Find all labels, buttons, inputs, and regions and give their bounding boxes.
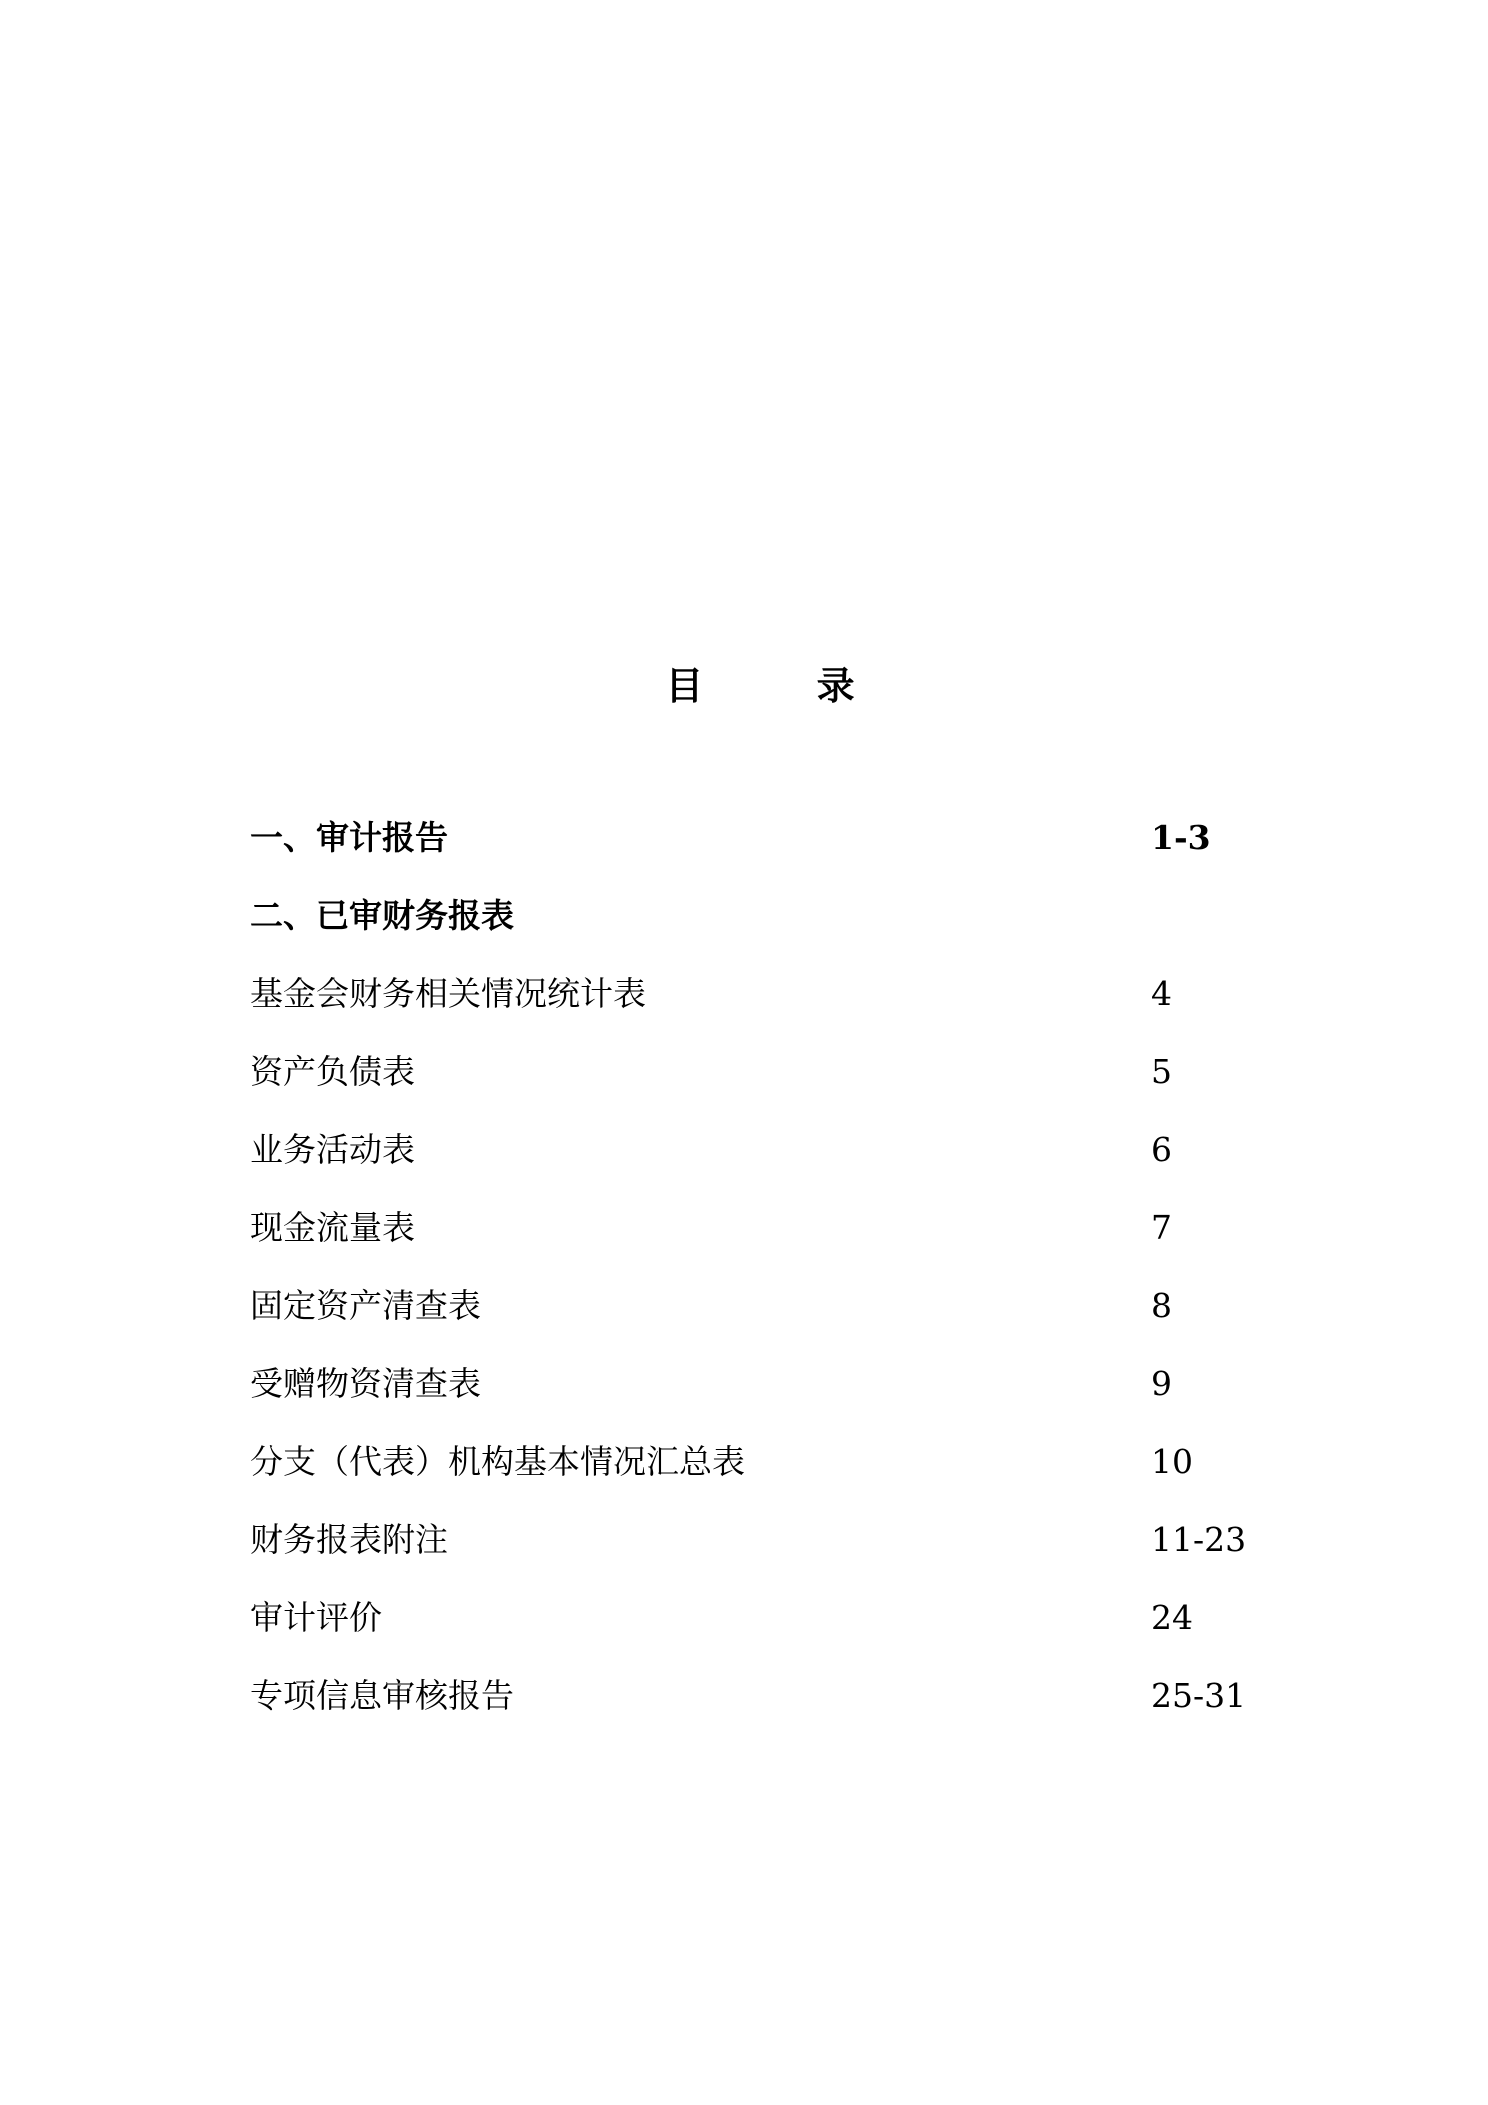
toc-entry-branch-summary: [250, 1436, 1350, 1514]
toc-entry-page: 8: [1151, 1286, 1172, 1325]
toc-entry-balance-sheet: [250, 1046, 1350, 1124]
toc-entry-label: 固定资产清查表: [250, 1286, 481, 1325]
toc-entry-label: 现金流量表: [250, 1208, 415, 1247]
toc-entry-label: 专项信息审核报告: [250, 1676, 514, 1715]
toc-entry-donated-goods: [250, 1358, 1350, 1436]
toc-entry-page: 9: [1151, 1364, 1172, 1403]
toc-entry-activity-statement: [250, 1124, 1350, 1202]
toc-entry-page: 11-23: [1151, 1520, 1247, 1559]
toc-entry-audit-report: [250, 812, 1350, 890]
toc-entry-label: 分支（代表）机构基本情况汇总表: [250, 1442, 745, 1481]
toc-entry-page: 5: [1151, 1052, 1172, 1091]
toc-entry-page: 1-3: [1151, 818, 1211, 857]
toc-entry-notes: [250, 1514, 1350, 1592]
toc-entry-label: 审计评价: [250, 1598, 382, 1637]
toc-entry-page: 10: [1151, 1442, 1193, 1481]
toc-entry-label: 业务活动表: [250, 1130, 415, 1169]
toc-entry-fixed-assets: [250, 1280, 1350, 1358]
toc-entry-label: 资产负债表: [250, 1052, 415, 1091]
toc-entry-label: 财务报表附注: [250, 1520, 448, 1559]
toc-entry-page: 6: [1151, 1130, 1172, 1169]
toc-entry-audited-statements: [250, 890, 1350, 968]
toc-entry-cash-flow: [250, 1202, 1350, 1280]
page-title: 目 录: [665, 663, 905, 708]
table-of-contents: [250, 812, 1350, 1748]
toc-entry-page: 4: [1151, 974, 1172, 1013]
toc-entry-page: 7: [1151, 1208, 1172, 1247]
toc-entry-label: 一、审计报告: [250, 818, 448, 857]
toc-entry-page: 24: [1151, 1598, 1193, 1637]
toc-entry-label: 基金会财务相关情况统计表: [250, 974, 646, 1013]
toc-entry-label: 受赠物资清查表: [250, 1364, 481, 1403]
toc-entry-financial-statistics: [250, 968, 1350, 1046]
toc-entry-audit-evaluation: [250, 1592, 1350, 1670]
toc-entry-label: 二、已审财务报表: [250, 896, 514, 935]
toc-entry-special-review: [250, 1670, 1350, 1748]
toc-entry-page: 25-31: [1151, 1676, 1247, 1715]
